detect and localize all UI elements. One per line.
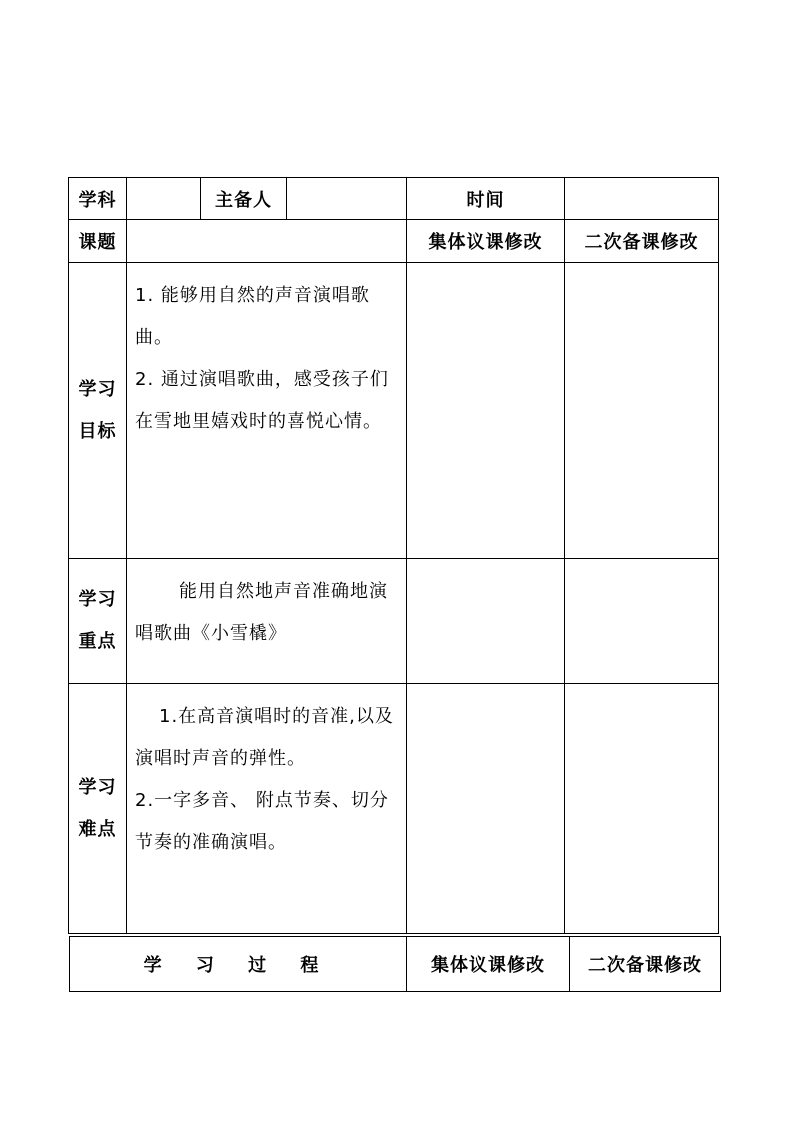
topic-row: [69, 220, 719, 263]
key-points-collective-cell[interactable]: [407, 559, 565, 684]
learning-process-table: [69, 936, 721, 992]
second-revision-label: 二次备课修改: [565, 220, 719, 263]
goals-label-line2: 目标: [78, 420, 117, 442]
goals-second-cell[interactable]: [565, 263, 719, 559]
learning-process-label: 学 习 过 程: [70, 937, 407, 992]
key-points-second-cell[interactable]: [565, 559, 719, 684]
key-points-row: [69, 559, 719, 684]
topic-value[interactable]: [127, 220, 407, 263]
difficulties-row: [69, 684, 719, 934]
time-label: 时间: [407, 178, 565, 220]
process-header-row: [70, 937, 721, 992]
difficulty-item-2: 2.一字多音、 附点节奏、切分节奏的准确演唱。: [135, 790, 389, 853]
difficulties-collective-cell[interactable]: [407, 684, 565, 934]
goals-label: [69, 263, 127, 559]
goal-item-2: 2. 通过演唱歌曲，感受孩子们在雪地里嬉戏时的喜悦心情。: [135, 369, 389, 432]
key-points-text: 能用自然地声音准确地演唱歌曲《小雪橇》: [135, 581, 388, 644]
host-label: 主备人: [201, 178, 287, 220]
key-points-content: [127, 559, 407, 684]
key-points-label-line1: 学习: [78, 589, 117, 610]
key-points-label: [69, 559, 127, 684]
difficulties-second-cell[interactable]: [565, 684, 719, 934]
key-points-label-line2: 重点: [78, 631, 117, 652]
collective-revision-label: 集体议课修改: [407, 220, 565, 263]
difficulty-item-1: 1.在高音演唱时的音准,以及演唱时声音的弹性。: [135, 706, 394, 769]
subject-label: 学科: [69, 178, 127, 220]
time-value[interactable]: [565, 178, 719, 220]
difficulties-label-line1: 学习: [78, 776, 117, 798]
goal-item-1: 1. 能够用自然的声音演唱歌曲。: [135, 285, 370, 348]
topic-label: 课题: [69, 220, 127, 263]
host-value[interactable]: [287, 178, 407, 220]
goals-collective-cell[interactable]: [407, 263, 565, 559]
goals-row: [69, 263, 719, 559]
subject-value[interactable]: [127, 178, 201, 220]
difficulties-label: [69, 684, 127, 934]
difficulties-label-line2: 难点: [78, 818, 117, 840]
lesson-plan-table: [68, 177, 719, 934]
header-row: [69, 178, 719, 220]
difficulties-content: [127, 684, 407, 934]
goals-content: [127, 263, 407, 559]
process-second-label: 二次备课修改: [570, 937, 721, 992]
process-collective-label: 集体议课修改: [407, 937, 570, 992]
goals-label-line1: 学习: [78, 378, 117, 400]
